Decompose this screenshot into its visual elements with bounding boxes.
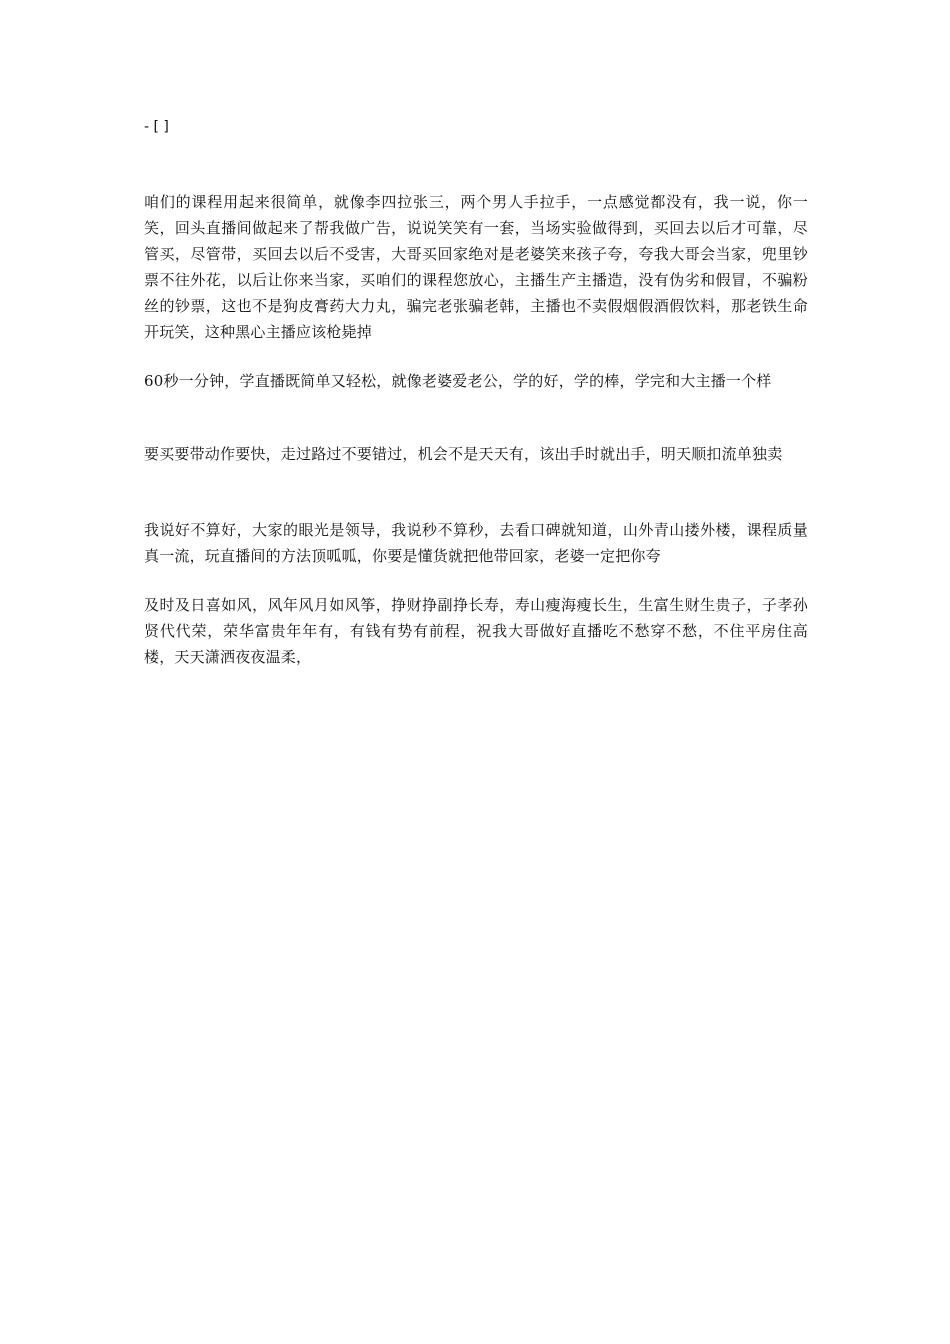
paragraph-buy-fast: 要买要带动作要快，走过路过不要错过，机会不是天天有，该出手时就出手，明天顺扣流单独卖 bbox=[144, 445, 783, 463]
paragraph-blessing: 及时及日喜如风，风年风月如风筝，挣财挣副挣长寿，寿山瘦海瘦长生，生富生财生贵子，子孝孙贤代代荣，荣华富贵年年有，有钱有势有前程，祝我大哥做好直播吃不愁穿不愁，不住平房住高楼，天天潇洒夜夜温柔， bbox=[144, 596, 808, 666]
paragraph-reputation: 我说好不算好，大家的眼光是领导，我说秒不算秒，去看口碑就知道，山外青山搂外楼，课程质量真一流，玩直播间的方法顶呱呱，你要是懂货就把他带回家，老婆一定把你夸 bbox=[144, 521, 808, 565]
paragraph-sixty-seconds: 60秒一分钟，学直播既简单又轻松，就像老婆爱老公，学的好，学的棒，学完和大主播一个样 bbox=[144, 372, 772, 390]
paragraph-course-intro: 咱们的课程用起来很简单，就像李四拉张三，两个男人手拉手，一点感觉都没有，我一说，你一笑，回头直播间做起来了帮我做广告，说说笑笑有一套，当场实验做得到，买回去以后才可靠，尽管买，尽管带，买回去以后不受害，大哥买回家绝对是老婆笑来孩子夸，夸我大哥会当家，兜里钞票不往外花，以后让你来当家，买咱们的课程您放心，主播生产主播造，没有伪劣和假冒，不骗粉丝的钞票，这也不是狗皮膏药大力丸，骗完老张骗老韩，主播也不卖假烟假酒假饮料，那老铁生命开玩笑，这种黑心主播应该枪毙掉 bbox=[144, 193, 808, 341]
list-marker: - [ ] bbox=[144, 119, 169, 135]
